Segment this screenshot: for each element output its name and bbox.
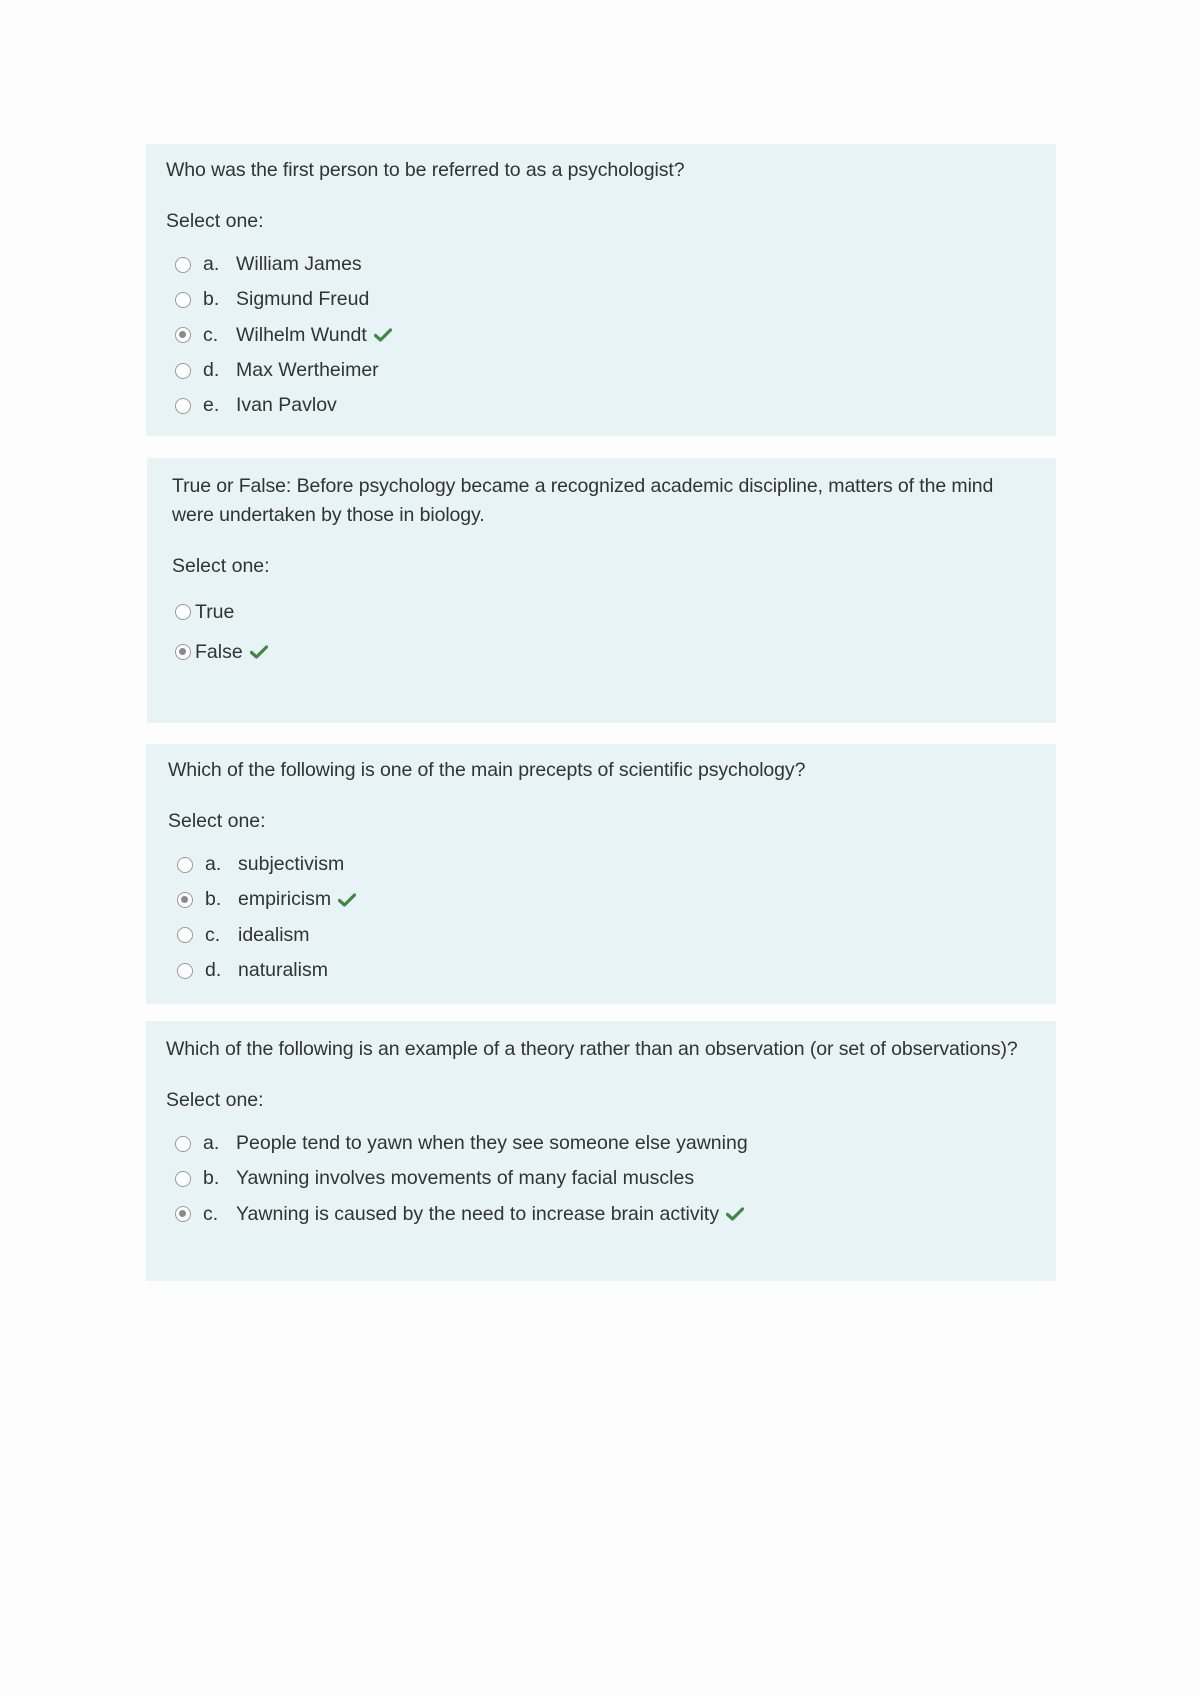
question-text: True or False: Before psychology became a recognized academic discipline, matters of the mind were undertaken by those in biology.	[172, 475, 994, 526]
question-4	[146, 1021, 1056, 1281]
answer-option[interactable]	[166, 1161, 1036, 1196]
answer-text: Ivan Pavlov	[236, 394, 337, 417]
select-one-label: Select one:	[166, 210, 264, 232]
question-text: Who was the first person to be referred to as a psychologist?	[166, 159, 685, 181]
answer-text: True	[195, 600, 235, 623]
radio-button[interactable]	[175, 292, 191, 308]
answer-option[interactable]	[168, 953, 1034, 988]
radio-button-selected[interactable]	[175, 644, 191, 660]
check-icon	[726, 1207, 744, 1221]
answer-letter: b.	[203, 288, 220, 311]
answer-option[interactable]	[166, 388, 1036, 423]
radio-button[interactable]	[175, 604, 191, 620]
question-2	[147, 458, 1056, 723]
check-icon	[250, 645, 268, 659]
answer-letter: d.	[205, 959, 222, 982]
radio-button[interactable]	[177, 963, 193, 979]
answer-option[interactable]	[166, 1197, 1036, 1232]
answer-letter: a.	[203, 1132, 220, 1155]
select-one-label: Select one:	[168, 810, 266, 832]
answer-letter: c.	[205, 923, 221, 946]
answer-list	[166, 247, 1036, 423]
answer-letter: b.	[205, 888, 222, 911]
answer-option[interactable]	[166, 318, 1036, 353]
select-one-label: Select one:	[166, 1089, 264, 1111]
answer-letter: d.	[203, 359, 220, 382]
radio-button[interactable]	[175, 363, 191, 379]
answer-option[interactable]	[168, 918, 1034, 953]
answer-option[interactable]	[166, 282, 1036, 317]
answer-letter: b.	[203, 1167, 220, 1190]
answer-text: People tend to yawn when they see someone else yawning	[236, 1132, 748, 1155]
answer-text: naturalism	[238, 959, 328, 982]
radio-button-selected[interactable]	[175, 327, 191, 343]
answer-text: subjectivism	[238, 853, 345, 876]
answer-letter: e.	[203, 394, 220, 417]
answer-text: idealism	[238, 923, 310, 946]
answer-letter: c.	[203, 323, 219, 346]
radio-button[interactable]	[175, 398, 191, 414]
answer-letter: c.	[203, 1202, 219, 1225]
check-icon	[374, 328, 392, 342]
radio-button[interactable]	[177, 927, 193, 943]
radio-button-selected[interactable]	[177, 892, 193, 908]
answer-option[interactable]	[172, 592, 1030, 632]
select-one-label: Select one:	[172, 555, 270, 577]
answer-option[interactable]	[168, 847, 1034, 882]
radio-button-selected[interactable]	[175, 1206, 191, 1222]
check-icon	[338, 893, 356, 907]
radio-button[interactable]	[177, 857, 193, 873]
answer-text: empiricism	[238, 888, 332, 911]
answer-letter: a.	[205, 853, 222, 876]
answer-option[interactable]	[166, 353, 1036, 388]
answer-list	[172, 592, 1030, 672]
answer-text: Sigmund Freud	[236, 288, 370, 311]
answer-text: Wilhelm Wundt	[236, 323, 367, 346]
answer-list	[168, 847, 1034, 988]
answer-text: Yawning involves movements of many facial muscles	[236, 1167, 695, 1190]
question-text: Which of the following is one of the main precepts of scientific psychology?	[168, 759, 806, 781]
answer-option[interactable]	[172, 632, 1030, 672]
answer-text: Max Wertheimer	[236, 359, 379, 382]
answer-text: False	[195, 640, 243, 663]
answer-text: Yawning is caused by the need to increase brain activity	[236, 1202, 720, 1225]
answer-option[interactable]	[168, 882, 1034, 917]
answer-letter: a.	[203, 253, 220, 276]
answer-text: William James	[236, 253, 362, 276]
answer-option[interactable]	[166, 247, 1036, 282]
radio-button[interactable]	[175, 1171, 191, 1187]
question-text: Which of the following is an example of a theory rather than an observation (or set of observations)?	[166, 1038, 1018, 1060]
radio-button[interactable]	[175, 257, 191, 273]
radio-button[interactable]	[175, 1136, 191, 1152]
answer-option[interactable]	[166, 1126, 1036, 1161]
question-3	[146, 744, 1056, 1004]
answer-list	[166, 1126, 1036, 1232]
question-1	[146, 144, 1056, 436]
